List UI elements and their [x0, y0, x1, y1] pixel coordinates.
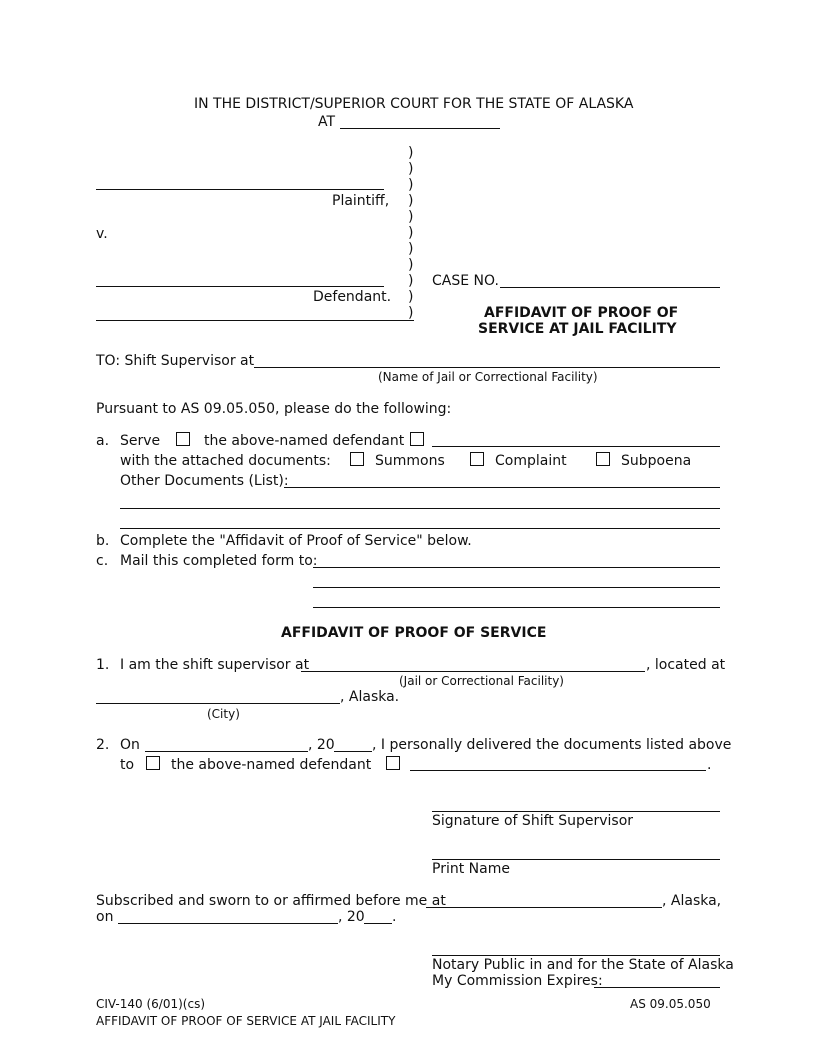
- paren: ): [408, 241, 414, 257]
- paren: ): [408, 145, 414, 161]
- signature-label: Signature of Shift Supervisor: [432, 813, 634, 829]
- court-location-field[interactable]: [340, 128, 500, 129]
- city-field[interactable]: [96, 703, 340, 704]
- instructions-intro: Pursuant to AS 09.05.050, please do the following:: [96, 401, 452, 417]
- item-2-on-label: On: [120, 737, 140, 753]
- supervisor-signature-field[interactable]: [432, 811, 720, 812]
- mail-to-field-1[interactable]: [313, 567, 720, 568]
- mail-to-field-3[interactable]: [313, 607, 720, 608]
- item-2-year-prefix: , 20: [308, 737, 335, 753]
- subpoena-checkbox[interactable]: [596, 452, 610, 466]
- sworn-period: .: [392, 909, 397, 925]
- case-no-field[interactable]: [500, 287, 720, 288]
- delivery-date-field[interactable]: [145, 751, 308, 752]
- jail-name-caption: (Name of Jail or Correctional Facility): [378, 370, 598, 384]
- commission-expires-label: My Commission Expires:: [432, 973, 603, 989]
- affidavit-heading: AFFIDAVIT OF PROOF OF SERVICE: [281, 625, 547, 641]
- paren: ): [408, 273, 414, 289]
- alaska-label: , Alaska.: [340, 689, 400, 705]
- summons-label: Summons: [375, 453, 445, 469]
- case-no-label: CASE NO.: [432, 273, 499, 289]
- paren: ): [408, 161, 414, 177]
- paren: ): [408, 257, 414, 273]
- versus-label: v.: [96, 226, 108, 242]
- city-caption: (City): [207, 707, 240, 721]
- delivered-defendant-label: the above-named defendant: [171, 757, 372, 773]
- sworn-location-field[interactable]: [426, 907, 662, 908]
- jail-name-field[interactable]: [254, 367, 720, 368]
- serve-label: Serve: [120, 433, 161, 449]
- serve-defendant-label: the above-named defendant: [204, 433, 405, 449]
- paren: ): [408, 193, 414, 209]
- print-name-label: Print Name: [432, 861, 510, 877]
- plaintiff-label: Plaintiff,: [332, 193, 390, 209]
- item-c-letter: c.: [96, 553, 109, 569]
- form-title-footer: AFFIDAVIT OF PROOF OF SERVICE AT JAIL FACILITY: [96, 1014, 396, 1028]
- sworn-alaska-label: , Alaska,: [662, 893, 722, 909]
- other-documents-label: Other Documents (List):: [120, 473, 289, 489]
- item-c-text: Mail this completed form to:: [120, 553, 318, 569]
- sworn-on-label: on: [96, 909, 114, 925]
- complaint-checkbox[interactable]: [470, 452, 484, 466]
- defendant-name-field[interactable]: [96, 286, 384, 287]
- form-id: CIV-140 (6/01)(cs): [96, 997, 205, 1011]
- doc-title-line1: AFFIDAVIT OF PROOF OF: [484, 305, 679, 321]
- sworn-date-field[interactable]: [118, 923, 338, 924]
- paren: ): [408, 289, 414, 305]
- serve-other-name-field[interactable]: [432, 446, 720, 447]
- statute-reference: AS 09.05.050: [630, 997, 711, 1011]
- item-1-text: I am the shift supervisor at: [120, 657, 310, 673]
- located-at-label: , located at: [646, 657, 726, 673]
- notary-label: Notary Public in and for the State of Alaska: [432, 957, 734, 973]
- item-2-period: .: [707, 757, 712, 773]
- item-2-delivered-text: , I personally delivered the documents listed above: [372, 737, 732, 753]
- item-a-letter: a.: [96, 433, 110, 449]
- summons-checkbox[interactable]: [350, 452, 364, 466]
- item-b-text: Complete the "Affidavit of Proof of Service" below.: [120, 533, 472, 549]
- court-title: IN THE DISTRICT/SUPERIOR COURT FOR THE STATE OF ALASKA: [194, 96, 634, 112]
- subpoena-label: Subpoena: [621, 453, 692, 469]
- item-2-number: 2.: [96, 737, 110, 753]
- commission-expires-field[interactable]: [594, 987, 720, 988]
- to-shift-supervisor-label: TO: Shift Supervisor at: [96, 353, 255, 369]
- delivery-year-field[interactable]: [334, 751, 372, 752]
- notary-signature-field[interactable]: [432, 955, 720, 956]
- item-b-letter: b.: [96, 533, 110, 549]
- sworn-year-prefix: , 20: [338, 909, 365, 925]
- defendant-label: Defendant.: [313, 289, 392, 305]
- paren: ): [408, 305, 414, 321]
- attached-docs-label: with the attached documents:: [120, 453, 331, 469]
- delivered-other-name-field[interactable]: [410, 770, 706, 771]
- plaintiff-name-field[interactable]: [96, 189, 384, 190]
- print-name-field[interactable]: [432, 859, 720, 860]
- facility-name-field[interactable]: [301, 671, 645, 672]
- delivered-other-checkbox[interactable]: [386, 756, 400, 770]
- other-documents-field-2[interactable]: [120, 508, 720, 509]
- other-documents-field-1[interactable]: [284, 487, 720, 488]
- facility-caption: (Jail or Correctional Facility): [399, 674, 564, 688]
- caption-bottom-rule: [96, 320, 414, 321]
- other-documents-field-3[interactable]: [120, 528, 720, 529]
- doc-title-line2: SERVICE AT JAIL FACILITY: [478, 321, 677, 337]
- delivered-defendant-checkbox[interactable]: [146, 756, 160, 770]
- paren: ): [408, 225, 414, 241]
- paren: ): [408, 177, 414, 193]
- serve-other-checkbox[interactable]: [410, 432, 424, 446]
- serve-defendant-checkbox[interactable]: [176, 432, 190, 446]
- sworn-year-field[interactable]: [364, 923, 392, 924]
- item-2-to-label: to: [120, 757, 135, 773]
- at-label: AT: [318, 114, 336, 130]
- mail-to-field-2[interactable]: [313, 587, 720, 588]
- item-1-number: 1.: [96, 657, 110, 673]
- complaint-label: Complaint: [495, 453, 567, 469]
- paren: ): [408, 209, 414, 225]
- sworn-text: Subscribed and sworn to or affirmed before me at: [96, 893, 446, 909]
